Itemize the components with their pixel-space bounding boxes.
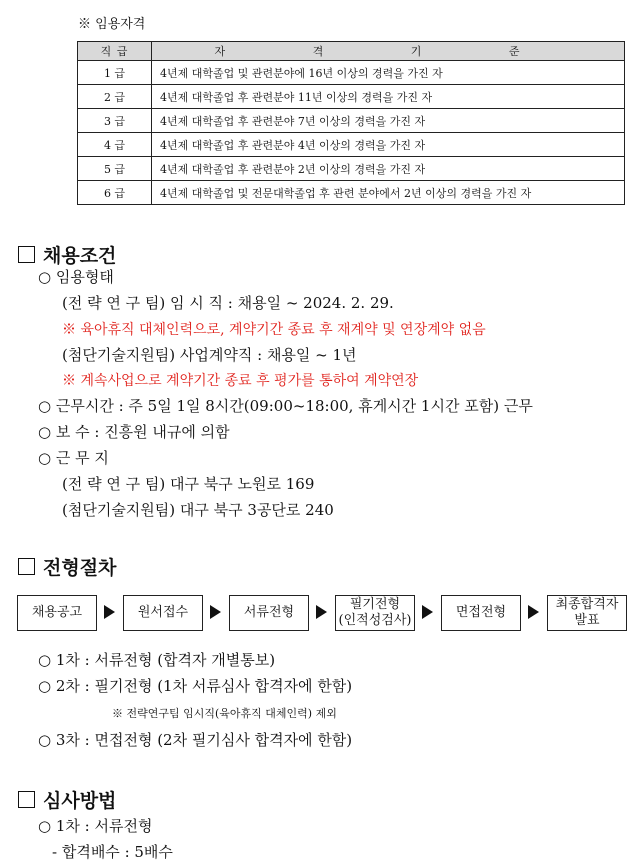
- table-row: [78, 181, 625, 205]
- table-row: [78, 133, 625, 157]
- tech-team-term: (첨단기술지원팀) 사업계약직 : 채용일 ~ 1년: [62, 346, 357, 364]
- flow-step-4: 필기전형 (인적성검사): [335, 595, 415, 631]
- strategy-team-location: (전 략 연 구 팀) 대구 북구 노원로 169: [62, 475, 315, 493]
- criteria-cell: 4년제 대학졸업 및 관련분야에 16년 이상의 경력을 가진 자: [152, 61, 625, 85]
- strategy-team-term: (전 략 연 구 팀) 임 시 직 : 채용일 ~ 2024. 2. 29.: [62, 294, 394, 312]
- conditions-heading-text: 채용조건: [43, 245, 117, 267]
- strategy-team-note: ※ 육아휴직 대체인력으로, 계약기간 종료 후 재계약 및 연장계약 없음: [62, 322, 486, 338]
- evaluation-heading: [18, 786, 116, 813]
- checkbox-square-icon: [18, 791, 35, 808]
- criteria-cell: 4년제 대학졸업 후 관련분야 11년 이상의 경력을 가진 자: [152, 85, 625, 109]
- tech-team-note: ※ 계속사업으로 계약기간 종료 후 평가를 통하여 계약연장: [62, 373, 419, 389]
- arrow-right-icon: [422, 605, 433, 619]
- pass-multiple: - 합격배수 : 5배수: [52, 843, 173, 861]
- qualification-title: ※ 임용자격: [78, 17, 146, 32]
- arrow-right-icon: [104, 605, 115, 619]
- table-row: [78, 85, 625, 109]
- arrow-right-icon: [316, 605, 327, 619]
- conditions-heading: [18, 241, 116, 268]
- header-criteria: 자 격 기 준: [152, 42, 625, 61]
- criteria-cell: 4년제 대학졸업 후 관련분야 4년 이상의 경력을 가진 자: [152, 133, 625, 157]
- grade-cell: 4 급: [78, 133, 152, 157]
- working-hours: ○ 근무시간 : 주 5일 1일 8시간(09:00~18:00, 휴게시간 1시간 포함) 근무: [38, 397, 533, 415]
- grade-cell: 5 급: [78, 157, 152, 181]
- evaluation-heading-text: 심사방법: [43, 790, 117, 812]
- criteria-cell: 4년제 대학졸업 후 관련분야 7년 이상의 경력을 가진 자: [152, 109, 625, 133]
- arrow-right-icon: [528, 605, 539, 619]
- employment-type-label: ○ 임용형태: [38, 268, 114, 286]
- flow-step-3: 서류전형: [229, 595, 309, 631]
- stage-2: ○ 2차 : 필기전형 (1차 서류심사 합격자에 한함): [38, 677, 353, 695]
- arrow-right-icon: [210, 605, 221, 619]
- grade-cell: 6 급: [78, 181, 152, 205]
- grade-cell: 2 급: [78, 85, 152, 109]
- criteria-cell: 4년제 대학졸업 후 관련분야 2년 이상의 경력을 가진 자: [152, 157, 625, 181]
- table-header-row: [78, 42, 625, 61]
- table-row: [78, 61, 625, 85]
- checkbox-square-icon: [18, 558, 35, 575]
- grade-cell: 1 급: [78, 61, 152, 85]
- work-location-label: ○ 근 무 지: [38, 449, 109, 467]
- stage-2-note: ※ 전략연구팀 임시직(육아휴직 대체인력) 제외: [112, 707, 337, 720]
- salary: ○ 보 수 : 진흥원 내규에 의함: [38, 423, 230, 441]
- grade-cell: 3 급: [78, 109, 152, 133]
- table-row: [78, 109, 625, 133]
- stage-1: ○ 1차 : 서류전형 (합격자 개별통보): [38, 651, 276, 669]
- flow-step-1: 채용공고: [17, 595, 97, 631]
- process-heading-text: 전형절차: [43, 557, 117, 579]
- flow-step-2: 원서접수: [123, 595, 203, 631]
- table-row: [78, 157, 625, 181]
- stage-3: ○ 3차 : 면접전형 (2차 필기심사 합격자에 한함): [38, 731, 353, 749]
- criteria-cell: 4년제 대학졸업 및 전문대학졸업 후 관련 분야에서 2년 이상의 경력을 가진 자: [152, 181, 625, 205]
- process-heading: [18, 553, 116, 580]
- qualification-table: [77, 41, 625, 205]
- flow-step-5: 면접전형: [441, 595, 521, 631]
- evaluation-first: ○ 1차 : 서류전형: [38, 817, 153, 835]
- flow-step-6: 최종합격자 발표: [547, 595, 627, 631]
- tech-team-location: (첨단기술지원팀) 대구 북구 3공단로 240: [62, 501, 334, 519]
- header-grade: 직 급: [78, 42, 152, 61]
- checkbox-square-icon: [18, 246, 35, 263]
